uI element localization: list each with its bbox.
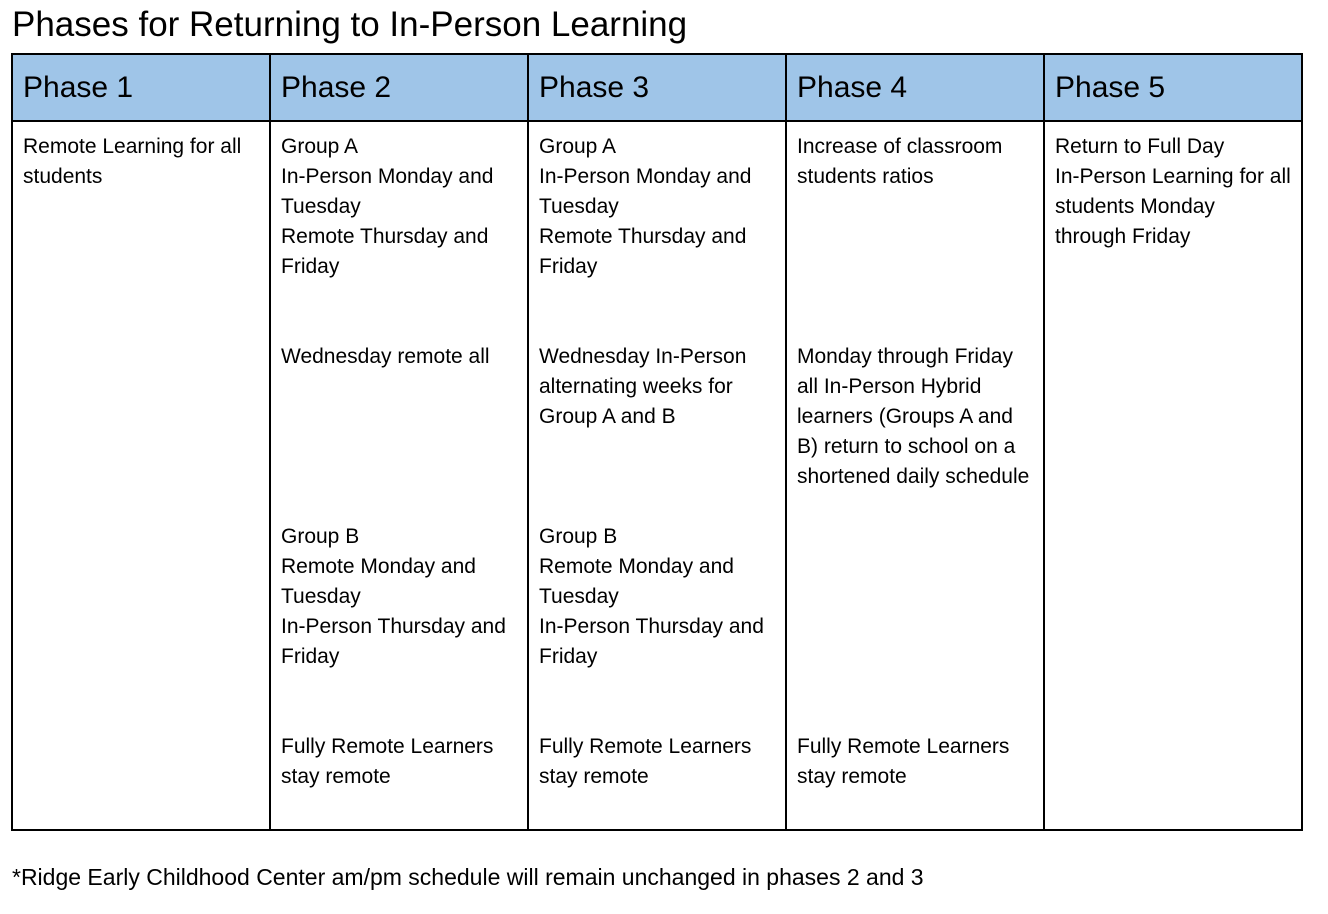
header-phase-1: Phase 1 [12, 54, 270, 121]
phase-3-block-3: Group B Remote Monday and Tuesday In-Person Thursday and Friday [539, 525, 764, 668]
phase-2-block-1: Group A In-Person Monday and Tuesday Remote Thursday and Friday [281, 135, 494, 278]
phase-4-block-4: Fully Remote Learners stay remote [797, 735, 1010, 788]
phases-table [11, 53, 1303, 831]
footnote: *Ridge Early Childhood Center am/pm schedule will remain unchanged in phases 2 and 3 [12, 864, 924, 890]
phase-3-block-4: Fully Remote Learners stay remote [539, 735, 752, 788]
phase-1-cell [12, 121, 270, 830]
phase-2-block-4: Fully Remote Learners stay remote [281, 735, 494, 788]
header-phase-5: Phase 5 [1044, 54, 1302, 121]
page-title: Phases for Returning to In-Person Learning [12, 5, 688, 44]
phase-5-block-1: Return to Full Day In-Person Learning for all students Monday through Friday [1055, 135, 1291, 248]
phase-2-block-3: Group B Remote Monday and Tuesday In-Person Thursday and Friday [281, 525, 506, 668]
phase-4-cell [786, 121, 1044, 830]
phase-5-cell [1044, 121, 1302, 830]
table-header-row [12, 54, 1302, 121]
phase-3-block-1: Group A In-Person Monday and Tuesday Remote Thursday and Friday [539, 135, 752, 278]
phase-3-block-2: Wednesday In-Person alternating weeks for Group A and B [539, 345, 747, 428]
phase-2-cell [270, 121, 528, 830]
phase-2-block-2: Wednesday remote all [281, 345, 490, 368]
phase-4-block-2: Monday through Friday all In-Person Hybrid learners (Groups A and B) return to school on a shortened daily schedule [797, 345, 1030, 488]
table-row [12, 121, 1302, 830]
phase-1-block-1: Remote Learning for all students [23, 135, 242, 188]
header-phase-4: Phase 4 [786, 54, 1044, 121]
header-phase-2: Phase 2 [270, 54, 528, 121]
phase-4-block-1: Increase of classroom students ratios [797, 135, 1003, 188]
phase-3-cell [528, 121, 786, 830]
header-phase-3: Phase 3 [528, 54, 786, 121]
